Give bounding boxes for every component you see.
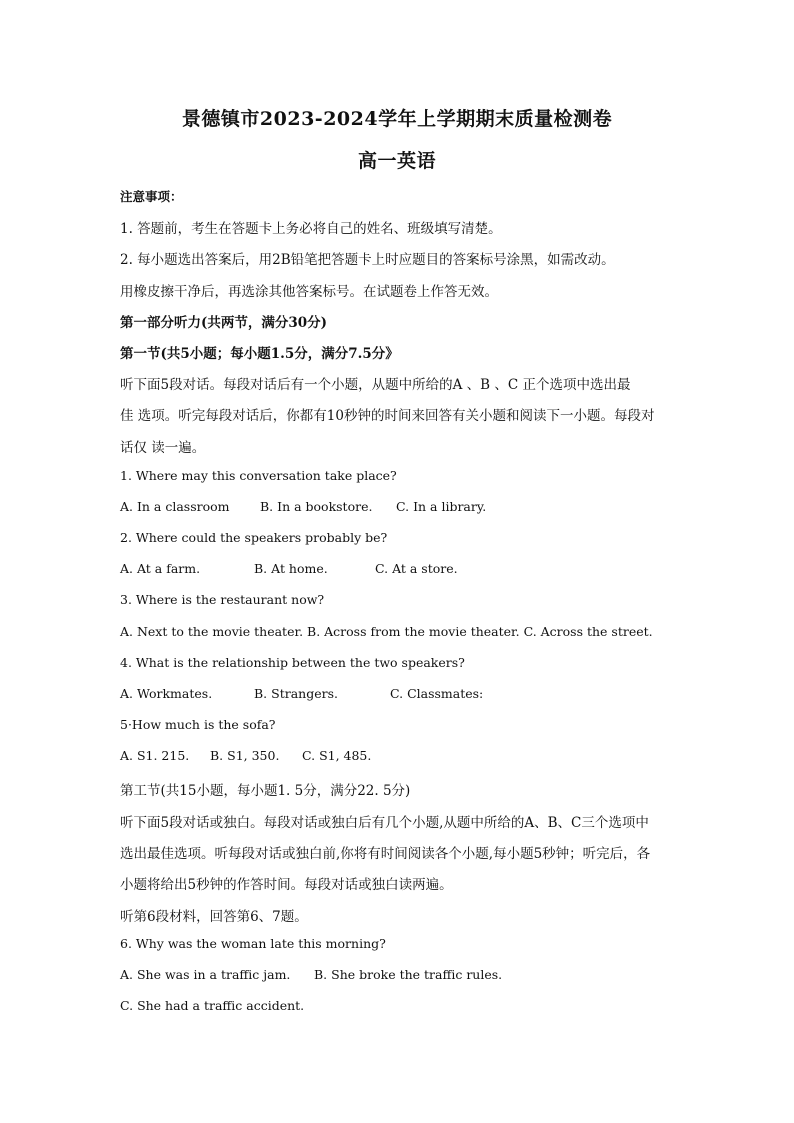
q2-option-c: C. At a store. bbox=[375, 561, 458, 576]
q2-option-a: A. At a farm. bbox=[120, 561, 201, 576]
question-3-stem: 3. Where is the restaurant now? bbox=[120, 592, 325, 607]
exam-subtitle: 高一英语 bbox=[357, 150, 436, 172]
section1-instruction-3: 话仅 读一遍。 bbox=[120, 440, 206, 456]
section1-instruction-1: 听下面5段对话。每段对话后有一个小题，从题中所给的A 、B 、C 正个选项中选出最 bbox=[120, 377, 631, 393]
section2-heading: 第工节(共15小题，每小题1. 5分，满分22. 5分) bbox=[120, 783, 411, 799]
q2-option-b: B. At home. bbox=[254, 561, 328, 576]
notice-item-1: 1. 答题前，考生在答题卡上务必将自己的姓名、班级填写清楚。 bbox=[120, 221, 502, 237]
question-2-options bbox=[120, 561, 680, 581]
question-5-stem: 5·How much is the sofa? bbox=[120, 717, 276, 732]
notice-item-2: 2. 每小题选出答案后，用2B铅笔把答题卡上时应题目的答案标号涂黑，如需改动。 bbox=[120, 252, 615, 268]
q4-option-b: B. Strangers. bbox=[254, 686, 338, 701]
q1-option-b: B. In a bookstore. bbox=[260, 499, 373, 514]
section2-instruction-1: 听下面5段对话或独白。每段对话或独白后有几个小题,从题中所给的A、B、C三个选项中 bbox=[120, 815, 649, 831]
q5-option-a: A. S1. 215. bbox=[120, 748, 190, 763]
q6-option-b: B. She broke the traffic rules. bbox=[314, 967, 503, 982]
section2-instruction-3: 小题将给出5秒钟的作答时间。每段对话或独白读两遍。 bbox=[120, 877, 453, 893]
q5-option-c: C. S1, 485. bbox=[302, 748, 372, 763]
section1-heading: 第一节(共5小题；每小题1.5分，满分7.5分》 bbox=[120, 346, 399, 362]
notice-item-3: 用橡皮擦干净后，再选涂其他答案标号。在试题卷上作答无效。 bbox=[120, 284, 498, 300]
section1-instruction-2: 佳 选项。听完每段对话后，你都有10秒钟的时间来回答有关小题和阅读下一小题。每段对 bbox=[120, 408, 655, 424]
part1-heading: 第一部分听力(共两节，满分30分) bbox=[120, 315, 328, 331]
q5-option-b: B. S1, 350. bbox=[210, 748, 280, 763]
q1-option-c: C. In a library. bbox=[396, 499, 487, 514]
q4-option-a: A. Workmates. bbox=[120, 686, 213, 701]
question-1-options bbox=[120, 499, 680, 519]
q6-option-c: C. She had a traffic accident. bbox=[120, 998, 305, 1013]
material-note: 听第6段材料，回答第6、7题。 bbox=[120, 909, 308, 925]
q4-option-c: C. Classmates: bbox=[390, 686, 484, 701]
question-4-options bbox=[120, 686, 680, 706]
section2-instruction-2: 选出最佳选项。听每段对话或独白前,你将有时间阅读各个小题,每小题5秒钟；听完后，各 bbox=[120, 846, 651, 862]
question-3-options: A. Next to the movie theater. B. Across from the movie theater. C. Across the street. bbox=[120, 624, 653, 639]
question-1-stem: 1. Where may this conversation take place? bbox=[120, 468, 397, 483]
notice-heading: 注意事项： bbox=[120, 189, 183, 204]
exam-title: 景德镇市2023-2024学年上学期期末质量检测卷 bbox=[181, 108, 613, 130]
question-5-options bbox=[120, 748, 680, 768]
q6-option-a: A. She was in a traffic jam. bbox=[120, 967, 291, 982]
question-6-options bbox=[120, 967, 680, 987]
q1-option-a: A. In a classroom bbox=[120, 499, 230, 514]
question-4-stem: 4. What is the relationship between the two speakers? bbox=[120, 655, 465, 670]
question-2-stem: 2. Where could the speakers probably be? bbox=[120, 530, 388, 545]
question-6-stem: 6. Why was the woman late this morning? bbox=[120, 936, 386, 951]
